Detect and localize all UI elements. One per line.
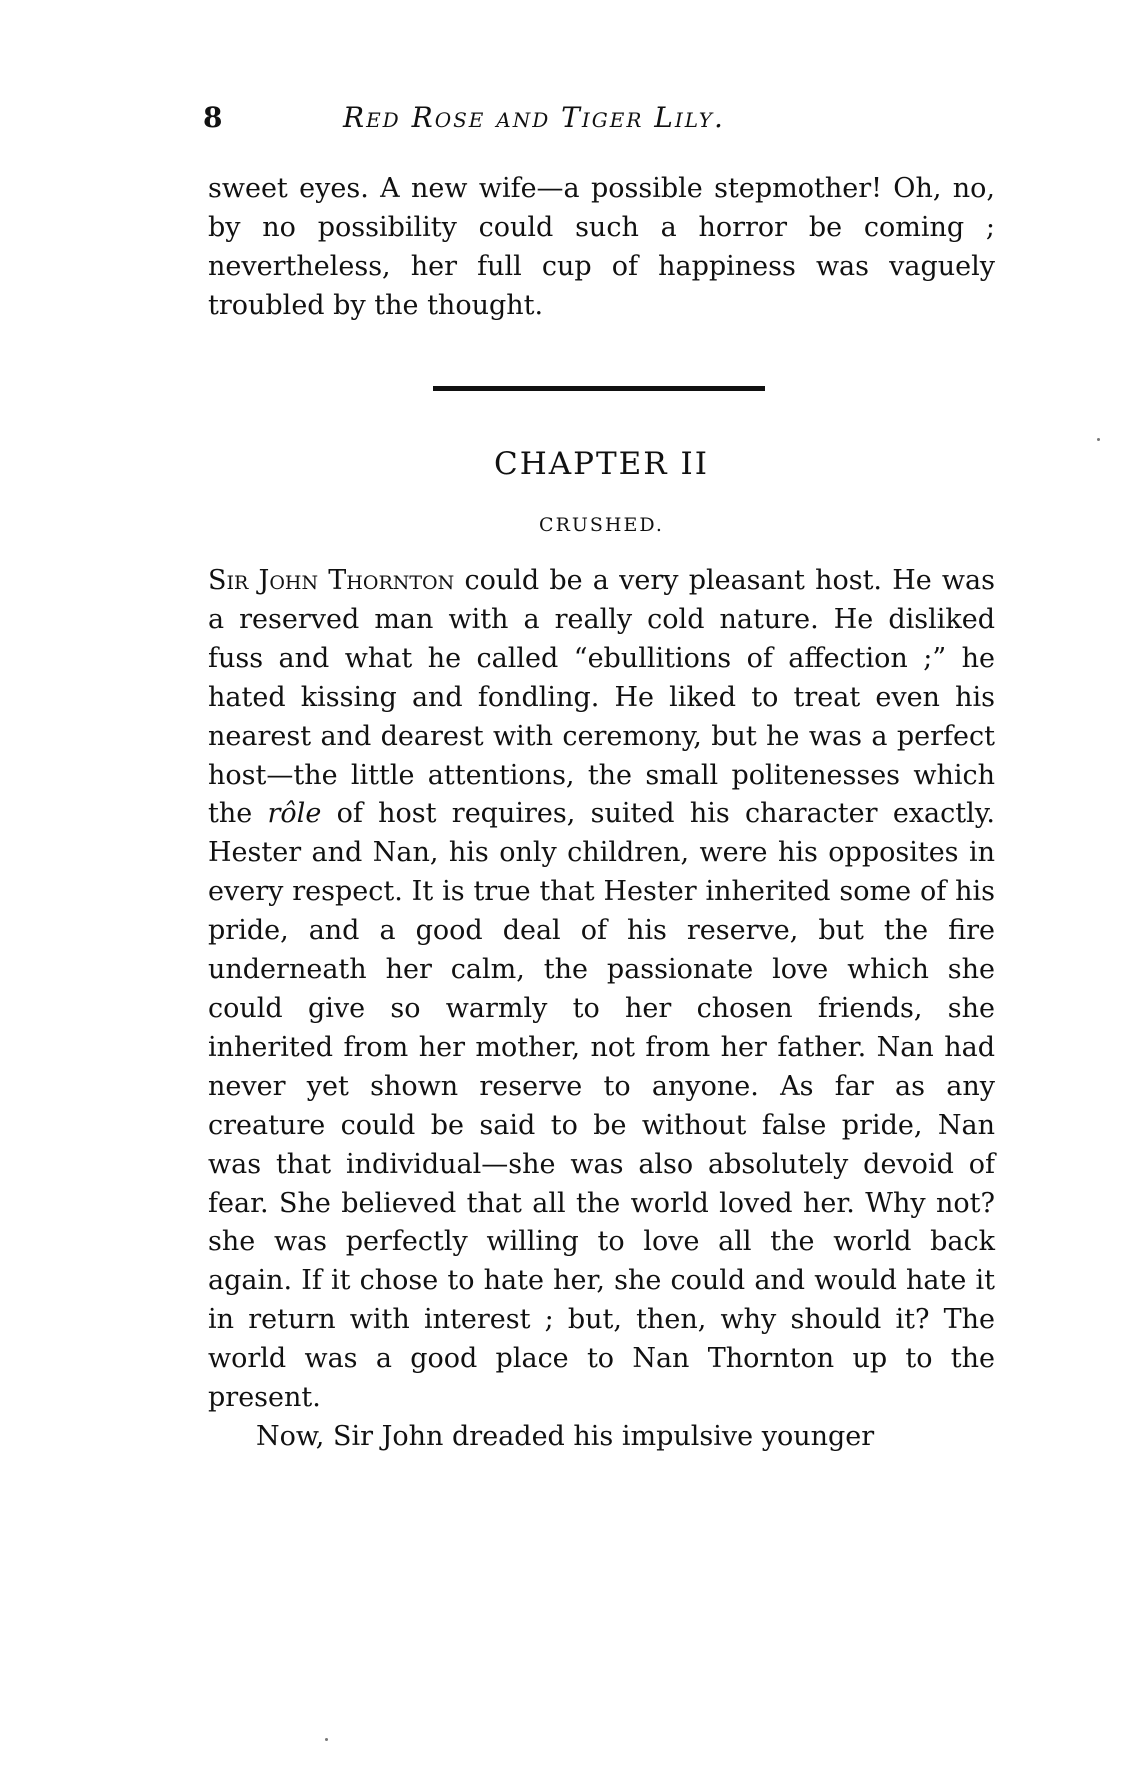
paragraph-1-text-a: could be a very pleasant host. He was a reserved man with a really cold nature. He disliked fuss and what he called “ebullitions of affection ;” he hated kissing and fondling. He liked to treat even his nearest and dearest with ceremony, but he was a perfect host—the little attentions, the small politenesses which the <box>208 565 995 830</box>
running-header <box>203 98 998 138</box>
running-title: Red Rose and Tiger Lily. <box>343 101 725 134</box>
chapter-body <box>208 562 995 1457</box>
opening-paragraph-block <box>208 170 995 326</box>
body-paragraph-1 <box>208 562 995 1418</box>
opening-name: Sir John Thornton <box>208 565 455 596</box>
opening-paragraph: sweet eyes. A new wife—a possible stepmother! Oh, no, by no possibility could such a horror be coming ; nevertheless, her full cup of happiness was vaguely troubled by the thought. <box>208 173 995 321</box>
scan-speck <box>325 1738 328 1741</box>
body-paragraph-2: Now, Sir John dreaded his impulsive younger <box>256 1420 875 1452</box>
chapter-title: CHAPTER II <box>494 446 709 482</box>
page-number: 8 <box>203 101 223 134</box>
chapter-subtitle: CRUSHED. <box>539 514 664 536</box>
scan-speck <box>1097 438 1100 441</box>
italic-word: rôle <box>267 798 322 830</box>
section-divider-rule <box>433 386 765 391</box>
paragraph-1-text-b: of host requires, suited his character exactly. Hester and Nan, his only children, were his opposites in every respect. It is true that Hester inherited some of his pride, and a good deal of his reserve, but the fire underneath her calm, the passionate love which she could give so warmly to her chosen friends, she inherited from her mother, not from her father. Nan had never yet shown reserve to anyone. As far as any creature could be said to be without false pride, Nan was that individual—she was also absolutely devoid of fear. She believed that all the world loved her. Why not? she was perfectly willing to love all the world back again. If it chose to hate her, she could and would hate it in return with interest ; but, then, why should it? The world was a good place to Nan Thornton up to the present. <box>208 798 995 1414</box>
